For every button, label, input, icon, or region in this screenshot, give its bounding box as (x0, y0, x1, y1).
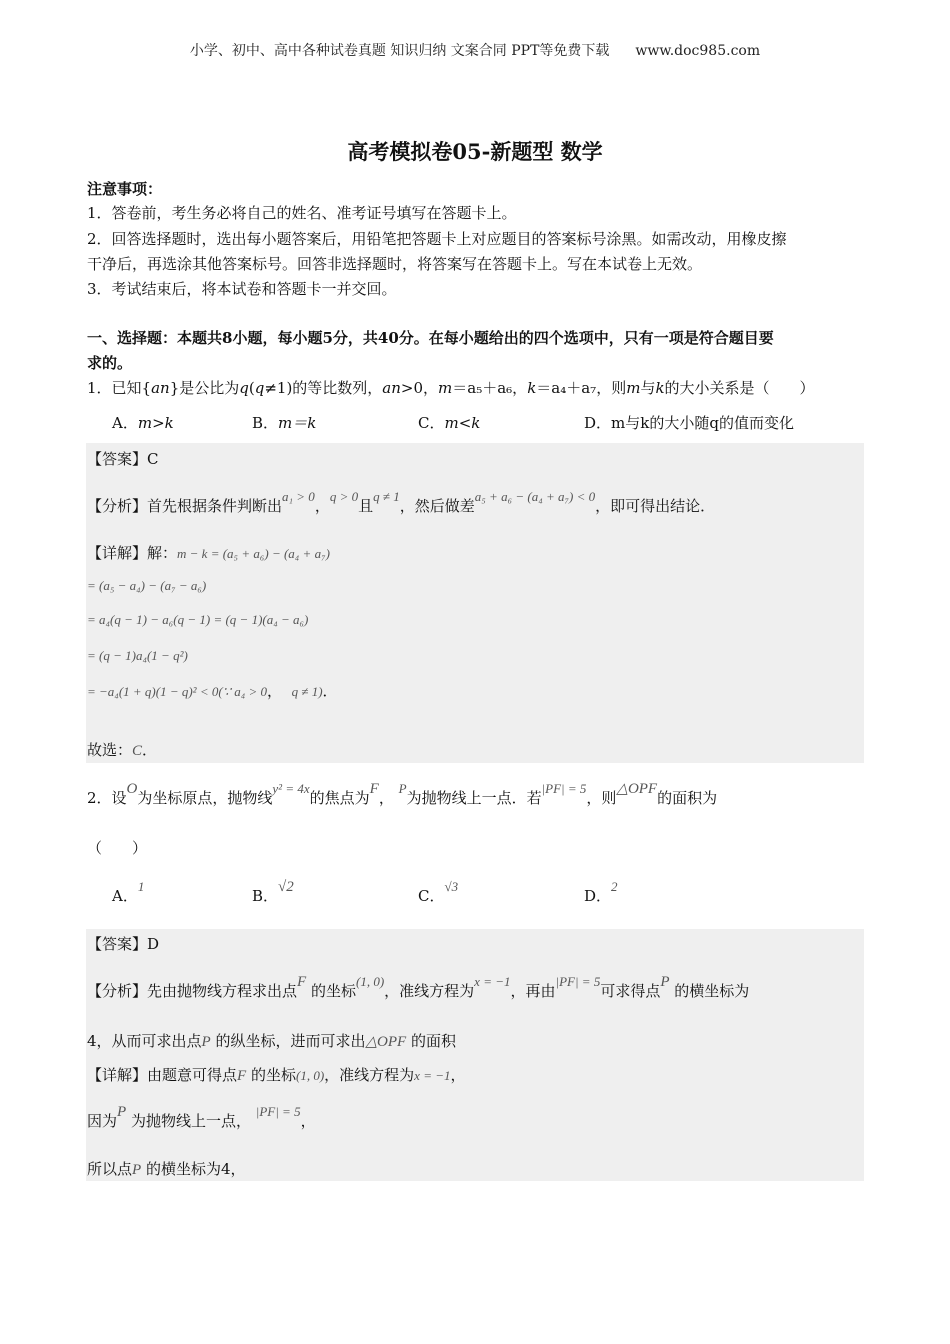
question-1-stem: 1．已知{an}是公比为q(q≠1)的等比数列，an>0，m＝a₅＋a₆，k＝a₄＋a₇，则m与k的大小关系是（ ） (87, 379, 815, 397)
q2-option-a: A．1 (112, 879, 145, 905)
section-heading: 一、选择题：本题共8小题，每小题5分，共40分。在每小题给出的四个选项中，只有一项是符合题目要 (87, 329, 774, 347)
q2-detail-cont: 所以点P 的横坐标为4， (87, 1160, 246, 1178)
q1-option-b: B．m＝k (252, 414, 317, 432)
q2-analysis: 【分析】先由抛物线方程求出点F 的坐标(1, 0)，准线方程为x = −1，再由|PF| = 5可求得点P 的横坐标为 (87, 974, 750, 1000)
header-site-link[interactable]: www.doc985.com (635, 43, 761, 59)
page-header (0, 40, 950, 60)
page-title: 高考模拟卷05-新题型 数学 (347, 139, 603, 164)
q2-detail-cont: 因为P 为抛物线上一点， |PF| = 5， (87, 1104, 316, 1130)
q2-option-d: D．2 (584, 879, 618, 905)
q1-analysis: 【分析】首先根据条件判断出a₁ > 0，q > 0且q ≠ 1，然后做差a₅ + a₆ − (a₄ + a₇) < 0，即可得出结论． (87, 489, 716, 515)
q2-detail: 【详解】由题意可得点F 的坐标(1, 0)，准线方程为x = −1， (87, 1066, 466, 1084)
notice-heading: 注意事项： (87, 180, 163, 198)
q1-detail-step: = (a₅ − a₄) − (a₇ − a₆) (87, 578, 207, 593)
q2-answer: 【答案】D (87, 935, 160, 953)
q2-analysis-cont: 4，从而可求出点P 的纵坐标，进而可求出△OPF 的面积 (87, 1032, 457, 1050)
question-2-stem: 2．设O为坐标原点，抛物线y² = 4x的焦点为F， P为抛物线上一点．若|PF| = 5，则△OPF的面积为 (87, 781, 718, 807)
notice-item: 3．考试结束后，将本试卷和答题卡一并交回。 (87, 280, 397, 298)
q1-answer: 【答案】C (87, 450, 159, 468)
q1-detail: 【详解】解：m − k = (a₅ + a₆) − (a₄ + a₇) (87, 544, 330, 562)
q2-option-b: B．√2 (252, 879, 294, 905)
q2-solution-box (86, 929, 864, 1181)
q1-option-c: C．m<k (418, 414, 481, 432)
notice-item: 1．答卷前，考生务必将自己的姓名、准考证号填写在答题卡上。 (87, 204, 517, 222)
q1-detail-step: = a₄(q − 1) − a₆(q − 1) = (q − 1)(a₄ − a₆) (87, 612, 309, 627)
q1-option-a: A．m>k (112, 414, 174, 432)
q2-paren: （ ） (87, 839, 148, 857)
header-text: 小学、初中、高中各种试卷真题 知识归纳 文案合同 PPT等免费下载 (189, 43, 610, 59)
q1-option-d: D．m与k的大小随q的值而变化 (584, 414, 794, 432)
q2-option-c: C．√3 (418, 879, 459, 905)
notice-item: 干净后，再选涂其他答案标号。回答非选择题时，将答案写在答题卡上。写在本试卷上无效。 (87, 255, 703, 273)
notice-item: 2．回答选择题时，选出每小题答案后，用铅笔把答题卡上对应题目的答案标号涂黑。如需改动，用橡皮擦 (87, 230, 787, 248)
q1-detail-step-final: = −a₄(1 + q)(1 − q)² < 0(∵ a₄ > 0， q ≠ 1)． (87, 682, 338, 700)
q1-detail-step: = (q − 1)a₄(1 − q²) (87, 648, 188, 663)
section-heading-cont: 求的。 (87, 354, 133, 372)
q1-conclusion: 故选：C． (87, 741, 158, 759)
